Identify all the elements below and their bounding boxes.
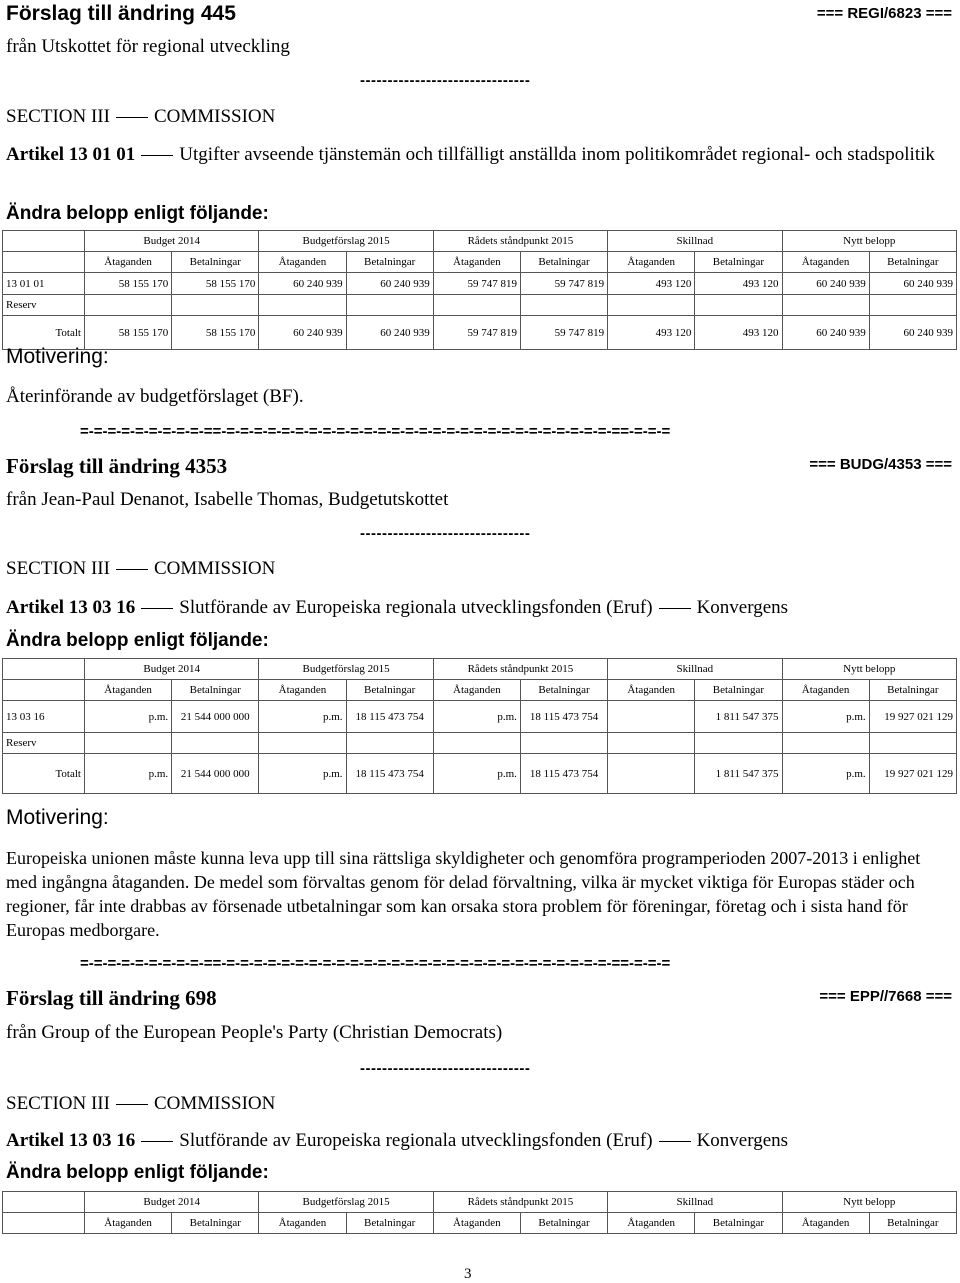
motivering-text: Återinförande av budgetförslaget (BF). — [6, 386, 304, 407]
section-heading: SECTION III COMMISSION — [6, 1093, 276, 1114]
budget-table-3 — [2, 1191, 957, 1234]
subheader: Åtaganden — [608, 680, 695, 701]
cell: 58 155 170 — [85, 273, 172, 295]
subheader: Åtaganden — [259, 680, 346, 701]
subheader: Åtaganden — [85, 1213, 172, 1234]
subheader: Betalningar — [520, 1213, 607, 1234]
subheader: Åtaganden — [433, 680, 520, 701]
subheader: Åtaganden — [259, 1213, 346, 1234]
row-label: Totalt — [3, 316, 85, 350]
subheader: Betalningar — [346, 1213, 433, 1234]
header-radets-standpunkt: Rådets ståndpunkt 2015 — [433, 659, 607, 680]
table-row — [3, 316, 957, 350]
header-budget-2014: Budget 2014 — [85, 231, 259, 252]
change-heading: Ändra belopp enligt följande: — [6, 1162, 269, 1183]
cell: 58 155 170 — [172, 273, 259, 295]
subheader: Åtaganden — [259, 252, 346, 273]
cell: 19 927 021 129 — [869, 754, 956, 794]
section-heading: SECTION III COMMISSION — [6, 106, 276, 127]
motivering-label: Motivering: — [6, 345, 109, 368]
subheader: Åtaganden — [85, 252, 172, 273]
header-skillnad: Skillnad — [608, 1192, 782, 1213]
header-budgetforslag-2015: Budgetförslag 2015 — [259, 231, 433, 252]
cell: 60 240 939 — [259, 273, 346, 295]
header-budget-2014: Budget 2014 — [85, 659, 259, 680]
cell: 60 240 939 — [782, 316, 869, 350]
budget-table-1 — [2, 230, 957, 350]
table-header-row — [3, 659, 957, 680]
motivering-text: Europeiska unionen måste kunna leva upp till sina rättsliga skyldigheter och genomföra programperioden 2007-2013 i enlighet med ingångna åtaganden. De medel som förvaltas genom för delad förvaltning, vilka är mycket viktiga för Europas städer och regioner, får inte drabbas av försenade utbetalningar som kan orsaka stora problem för föreningar, företag och i sista hand för Europas medborgare. — [6, 848, 921, 940]
cell: p.m. — [782, 754, 869, 794]
subheader: Betalningar — [172, 1213, 259, 1234]
page-number: 3 — [464, 1266, 472, 1282]
cell: 493 120 — [608, 316, 695, 350]
table-header-row — [3, 1192, 957, 1213]
amendment-code: === REGI/6823 === — [816, 5, 952, 22]
cell: 1 811 547 375 — [695, 754, 782, 794]
header-nytt-belopp: Nytt belopp — [782, 1192, 957, 1213]
amendment-title: Förslag till ändring 4353 — [6, 454, 228, 478]
amendment-code: === BUDG/4353 === — [809, 456, 952, 473]
cell: p.m. — [259, 701, 346, 733]
header-radets-standpunkt: Rådets ståndpunkt 2015 — [433, 231, 607, 252]
subheader: Betalningar — [346, 252, 433, 273]
subheader: Åtaganden — [782, 680, 869, 701]
amendment-from: från Group of the European People's Party (Christian Democrats) — [6, 1022, 503, 1043]
subheader: Betalningar — [695, 680, 782, 701]
header-nytt-belopp: Nytt belopp — [782, 231, 957, 252]
row-label: Reserv — [3, 733, 85, 754]
section-heading: SECTION III COMMISSION — [6, 558, 276, 579]
row-label: 13 03 16 — [3, 701, 85, 733]
amendment-code: === EPP//7668 === — [819, 988, 952, 1005]
budget-table-2 — [2, 658, 957, 794]
separator: =-=-=-=-=-=-=-=-=-==-=-=-=-=-=-=-=-=-=-=-=-=-=-=-=-=-=-=-=-=-=-=-=-=-=-=-=-=-==-=-=-= — [80, 955, 671, 972]
cell: 21 544 000 000 — [172, 701, 259, 733]
dash-line: ------------------------------- — [360, 72, 531, 89]
table-subheader-row — [3, 1213, 957, 1234]
cell: 59 747 819 — [520, 316, 607, 350]
amendment-title: Förslag till ändring 445 — [6, 2, 236, 25]
subheader: Betalningar — [869, 252, 956, 273]
subheader: Åtaganden — [85, 680, 172, 701]
cell: 60 240 939 — [259, 316, 346, 350]
table-row — [3, 733, 957, 754]
cell: 19 927 021 129 — [869, 701, 956, 733]
cell: 18 115 473 754 — [346, 754, 433, 794]
cell: p.m. — [433, 701, 520, 733]
subheader: Betalningar — [695, 1213, 782, 1234]
subheader: Åtaganden — [608, 252, 695, 273]
cell — [608, 701, 695, 733]
cell: 58 155 170 — [85, 316, 172, 350]
table-header-row — [3, 231, 957, 252]
motivering-label: Motivering: — [6, 806, 109, 829]
row-label: Totalt — [3, 754, 85, 794]
cell: 59 747 819 — [520, 273, 607, 295]
cell: 60 240 939 — [346, 316, 433, 350]
header-budget-2014: Budget 2014 — [85, 1192, 259, 1213]
cell: 60 240 939 — [346, 273, 433, 295]
cell: 21 544 000 000 — [172, 754, 259, 794]
subheader: Åtaganden — [782, 1213, 869, 1234]
cell: 1 811 547 375 — [695, 701, 782, 733]
cell: 18 115 473 754 — [520, 754, 607, 794]
cell: p.m. — [85, 701, 172, 733]
article-heading: Artikel 13 03 16 Slutförande av Europeiska regionala utvecklingsfonden (Eruf) Konvergens — [6, 1130, 789, 1151]
cell — [608, 754, 695, 794]
dash-line: ------------------------------- — [360, 525, 531, 542]
subheader: Betalningar — [520, 680, 607, 701]
subheader: Betalningar — [869, 680, 956, 701]
cell: p.m. — [782, 701, 869, 733]
table-row — [3, 754, 957, 794]
article-heading: Artikel 13 03 16 Slutförande av Europeiska regionala utvecklingsfonden (Eruf) Konvergens — [6, 597, 789, 618]
subheader: Betalningar — [172, 252, 259, 273]
row-label: Reserv — [3, 295, 85, 316]
dash-line: ------------------------------- — [360, 1060, 531, 1077]
table-row — [3, 273, 957, 295]
cell: 18 115 473 754 — [346, 701, 433, 733]
cell: 493 120 — [695, 316, 782, 350]
header-budgetforslag-2015: Budgetförslag 2015 — [259, 659, 433, 680]
cell: 60 240 939 — [782, 273, 869, 295]
amendment-from: från Jean-Paul Denanot, Isabelle Thomas, Budgetutskottet — [6, 489, 449, 510]
article-heading: Artikel 13 01 01 Utgifter avseende tjänstemän och tillfälligt anställda inom politikområdet regional- och stadspolitik — [6, 144, 935, 165]
subheader: Åtaganden — [608, 1213, 695, 1234]
subheader: Åtaganden — [433, 252, 520, 273]
separator: =-=-=-=-=-=-=-=-=-==-=-=-=-=-=-=-=-=-=-=-=-=-=-=-=-=-=-=-=-=-=-=-=-=-=-=-=-=-==-=-=-= — [80, 423, 671, 440]
cell: p.m. — [259, 754, 346, 794]
subheader: Åtaganden — [433, 1213, 520, 1234]
amendment-from: från Utskottet för regional utveckling — [6, 36, 290, 57]
table-row — [3, 295, 957, 316]
amendment-title: Förslag till ändring 698 — [6, 986, 217, 1010]
cell: 18 115 473 754 — [520, 701, 607, 733]
header-nytt-belopp: Nytt belopp — [782, 659, 957, 680]
subheader: Betalningar — [346, 680, 433, 701]
cell: 493 120 — [695, 273, 782, 295]
cell: 59 747 819 — [433, 316, 520, 350]
row-label: 13 01 01 — [3, 273, 85, 295]
change-heading: Ändra belopp enligt följande: — [6, 630, 269, 651]
table-subheader-row — [3, 680, 957, 701]
table-row — [3, 701, 957, 733]
subheader: Betalningar — [172, 680, 259, 701]
subheader: Betalningar — [520, 252, 607, 273]
change-heading: Ändra belopp enligt följande: — [6, 203, 269, 224]
header-budgetforslag-2015: Budgetförslag 2015 — [259, 1192, 433, 1213]
header-skillnad: Skillnad — [608, 231, 782, 252]
subheader: Betalningar — [695, 252, 782, 273]
cell: p.m. — [85, 754, 172, 794]
subheader: Åtaganden — [782, 252, 869, 273]
table-subheader-row — [3, 252, 957, 273]
header-skillnad: Skillnad — [608, 659, 782, 680]
cell: 60 240 939 — [869, 273, 956, 295]
cell: p.m. — [433, 754, 520, 794]
cell: 58 155 170 — [172, 316, 259, 350]
cell: 493 120 — [608, 273, 695, 295]
cell: 60 240 939 — [869, 316, 956, 350]
header-radets-standpunkt: Rådets ståndpunkt 2015 — [433, 1192, 607, 1213]
cell: 59 747 819 — [433, 273, 520, 295]
subheader: Betalningar — [869, 1213, 956, 1234]
